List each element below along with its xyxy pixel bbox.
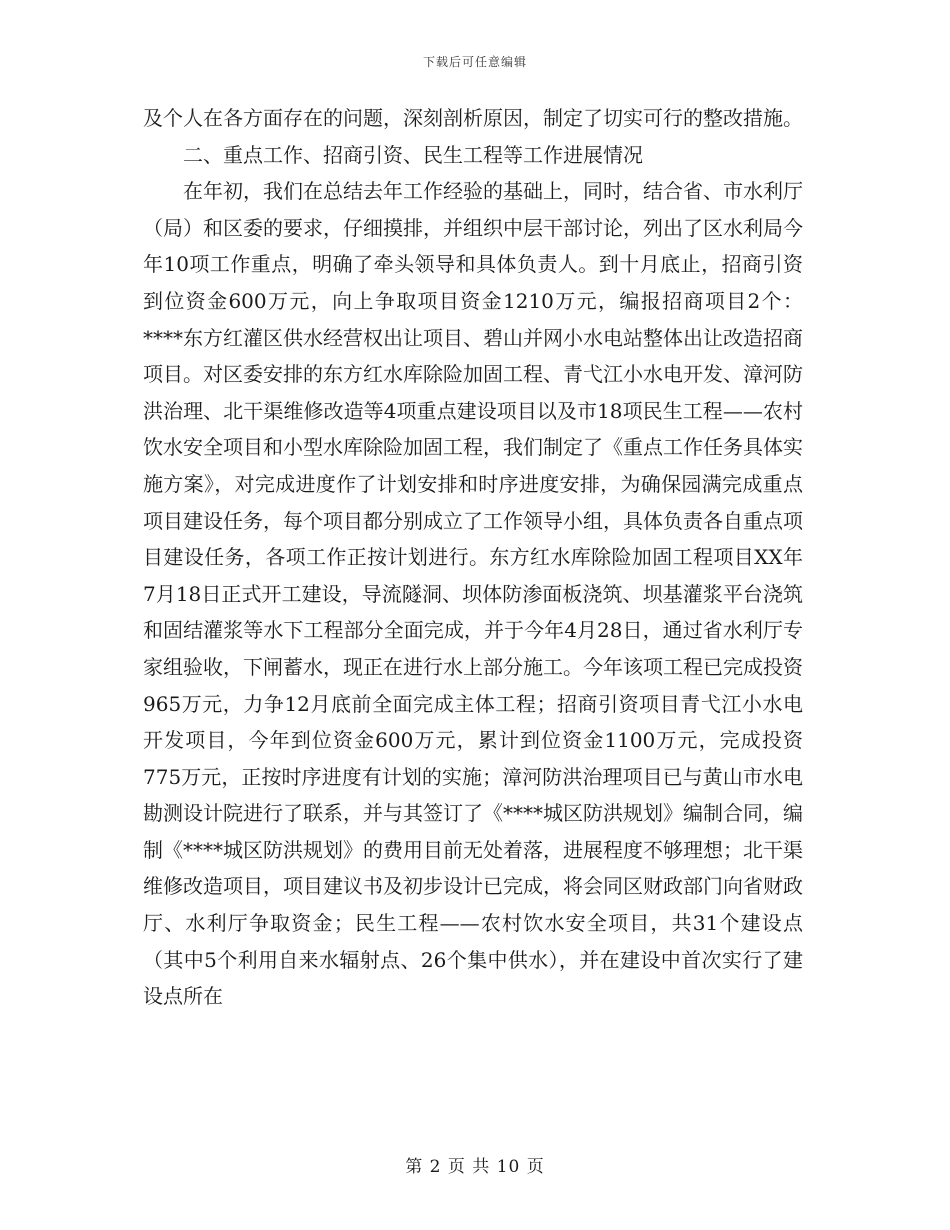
page-number-footer: 第 2 页 共 10 页	[405, 1157, 545, 1177]
page-header: 下载后可任意编辑	[422, 55, 527, 69]
paragraph-main: 在年初，我们在总结去年工作经验的基础上，同时，结合省、市水利厅（局）和区委的要求，仔细摸排，并组织中层干部讨论，列出了区水利局今年10项工作重点，明确了牵头领导和具体负责人。到十月底止，招商引资到位资金600万元，向上争取项目资金1210万元，编报招商项目2个：****东方红灌区供水经营权出让项目、碧山并网小水电站整体出让改造招商项目。对区委安排的东方红水库除险加固工程、青弋江小水电开发、漳河防洪治理、北干渠维修改造等4项重点建设项目以及市18项民生工程——农村饮水安全项目和小型水库除险加固工程，我们制定了《重点工作任务具体实施方案》，对完成进度作了计划安排和时序进度安排，为确保园满完成重点项目建设任务，每个项目都分别成立了工作领导小组，具体负责各自重点项目建设任务，各项工作正按计划进行。东方红水库除险加固工程项目XX年7月18日正式开工建设，导流隧洞、坝体防渗面板浇筑、坝基灌浆平台浇筑和固结灌浆等水下工程部分全面完成，并于今年4月28日，通过省水利厅专家组验收，下闸蓄水，现正在进行水上部分施工。今年该项工程已完成投资965万元，力争12月底前全面完成主体工程；招商引资项目青弋江小水电开发项目，今年到位资金600万元，累计到位资金1100万元，完成投资775万元，正按时序进度有计划的实施；漳河防洪治理项目已与黄山市水电勘测设计院进行了联系，并与其签订了《****城区防洪规划》编制合同，编制《****城区防洪规划》的费用目前无处着落，进展程度不够理想；北干渠维修改造项目，项目建议书及初步设计已完成，将会同区财政部门向省财政厅、水利厅争取资金；民生工程——农村饮水安全项目，共31个建设点（其中5个利用自来水辐射点、26个集中供水），并在建设中首次实行了建设点所在	[143, 179, 803, 1009]
document-body	[143, 100, 803, 1015]
section-heading: 二、重点工作、招商引资、民生工程等工作进展情况	[183, 142, 643, 167]
paragraph-continuation: 及个人在各方面存在的问题，深刻剖析原因，制定了切实可行的整改措施。	[143, 106, 803, 130]
